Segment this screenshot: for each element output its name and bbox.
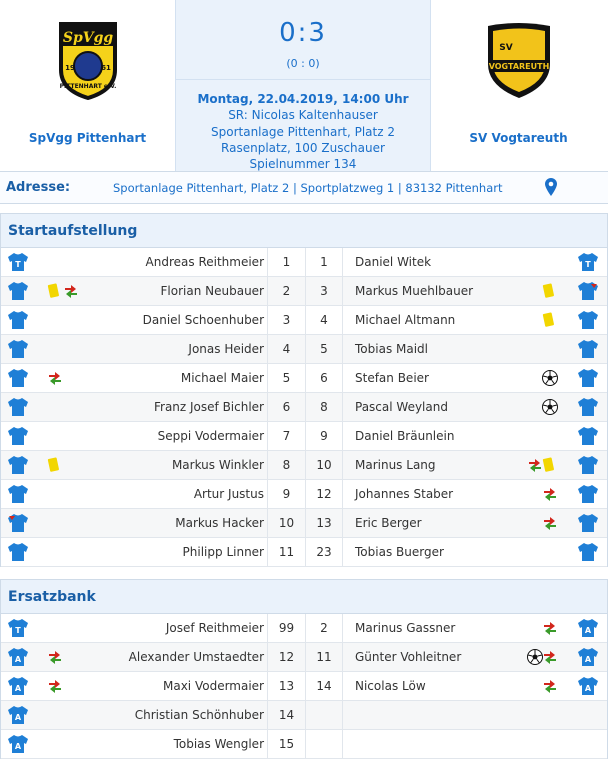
jersey-icon (577, 455, 599, 475)
substitution-icon (542, 620, 558, 636)
svg-text:A: A (14, 684, 22, 693)
jersey-icon (7, 310, 29, 330)
section-header (1, 213, 607, 248)
halftime-score: (0 : 0) (286, 57, 320, 70)
away-player-number: 2 (305, 614, 343, 642)
home-team[interactable] (0, 0, 175, 171)
substitution-icon (542, 486, 558, 502)
away-player-name[interactable]: Pascal Weyland (355, 400, 448, 414)
svg-text:A: A (14, 655, 22, 664)
jersey-icon (577, 397, 599, 417)
away-player-number: 23 (305, 538, 343, 566)
substitution-icon (542, 678, 558, 694)
player-row (1, 422, 607, 451)
venue: Sportanlage Pittenhart, Platz 2 (211, 124, 395, 139)
svg-text:PITTENHART e.V.: PITTENHART e.V. (59, 83, 116, 90)
bench-section (0, 579, 608, 759)
player-row (1, 509, 607, 538)
jersey-icon (7, 647, 29, 667)
address-bar (0, 171, 608, 204)
home-player-name[interactable]: Florian Neubauer (160, 284, 264, 298)
starting-lineup-section (0, 213, 608, 567)
home-player-name[interactable]: Philipp Linner (182, 545, 264, 559)
away-player-number (305, 701, 343, 729)
yellow-card-icon (542, 283, 556, 299)
jersey-icon (577, 426, 599, 446)
jersey-icon (7, 542, 29, 562)
substitution-icon (47, 370, 63, 386)
player-row (1, 643, 607, 672)
away-player-name[interactable]: Eric Berger (355, 516, 422, 530)
player-row (1, 538, 607, 567)
jersey-icon (7, 368, 29, 388)
svg-text:A: A (584, 655, 592, 664)
player-row (1, 614, 607, 643)
away-player-number: 14 (305, 672, 343, 700)
away-player-number: 1 (305, 248, 343, 276)
away-player-number: 6 (305, 364, 343, 392)
home-player-name[interactable]: Franz Josef Bichler (153, 400, 264, 414)
lineup-table (1, 248, 607, 567)
jersey-icon (7, 676, 29, 696)
home-player-number: 99 (267, 614, 305, 642)
svg-text:A: A (584, 684, 592, 693)
away-player-number: 5 (305, 335, 343, 363)
away-player-name[interactable]: Stefan Beier (355, 371, 429, 385)
soccer-ball-icon (542, 399, 558, 415)
section-title: Startaufstellung (8, 223, 138, 239)
jersey-icon (577, 368, 599, 388)
home-player-name[interactable]: Josef Reithmeier (165, 621, 264, 635)
jersey-icon (577, 513, 599, 533)
away-team[interactable] (431, 0, 606, 171)
svg-text:A: A (584, 626, 592, 635)
away-player-name[interactable]: Marinus Lang (355, 458, 436, 472)
surface-attendance: Rasenplatz, 100 Zuschauer (221, 140, 385, 155)
home-player-name[interactable]: Maxi Vodermaier (163, 679, 264, 693)
away-player-number (305, 730, 343, 758)
home-player-name[interactable]: Artur Justus (193, 487, 264, 501)
section-title: Ersatzbank (8, 589, 96, 605)
home-player-number: 10 (267, 509, 305, 537)
player-row (1, 701, 607, 730)
home-player-number: 6 (267, 393, 305, 421)
svg-text:A: A (14, 713, 22, 722)
jersey-icon (577, 281, 599, 301)
svg-text:SV: SV (498, 43, 513, 53)
jersey-icon (577, 252, 599, 272)
jersey-icon (7, 426, 29, 446)
yellow-card-icon (47, 283, 61, 299)
svg-text:T: T (15, 260, 21, 269)
away-player-name[interactable]: Günter Vohleitner (355, 650, 462, 664)
jersey-icon (7, 397, 29, 417)
map-pin-icon[interactable] (545, 178, 557, 196)
jersey-icon (7, 252, 29, 272)
address-link[interactable]: Sportanlage Pittenhart, Platz 2 | Sportplatzweg 1 | 83132 Pittenhart (113, 181, 503, 195)
away-player-number: 11 (305, 643, 343, 671)
away-player-name[interactable]: Daniel Witek (355, 255, 432, 269)
jersey-icon (7, 281, 29, 301)
home-player-name[interactable]: Jonas Heider (188, 342, 264, 356)
home-player-number: 8 (267, 451, 305, 479)
home-player-number: 3 (267, 306, 305, 334)
away-player-name[interactable]: Daniel Bräunlein (355, 429, 455, 443)
away-player-number: 3 (305, 277, 343, 305)
home-player-number: 11 (267, 538, 305, 566)
substitution-icon (63, 283, 79, 299)
away-player-name[interactable]: Tobias Maidl (355, 342, 428, 356)
svg-text:T: T (585, 260, 591, 269)
substitution-icon (47, 649, 63, 665)
jersey-icon (577, 310, 599, 330)
home-player-number: 12 (267, 643, 305, 671)
jersey-icon (577, 618, 599, 638)
home-player-name[interactable]: Markus Hacker (175, 516, 264, 530)
yellow-card-icon (542, 457, 556, 473)
jersey-icon (7, 513, 29, 533)
home-player-name[interactable]: Christian Schönhuber (134, 708, 264, 722)
home-player-number: 9 (267, 480, 305, 508)
player-row (1, 730, 607, 759)
away-player-number: 12 (305, 480, 343, 508)
referee: SR: Nicolas Kaltenhauser (228, 108, 378, 123)
bench-table (1, 614, 607, 759)
home-player-name[interactable]: Andreas Reithmeier (145, 255, 264, 269)
svg-text:19: 19 (64, 64, 75, 72)
away-player-number: 9 (305, 422, 343, 450)
address-label: Adresse: (6, 180, 71, 195)
home-player-number: 5 (267, 364, 305, 392)
svg-text:SpVgg: SpVgg (62, 30, 113, 46)
home-player-number: 7 (267, 422, 305, 450)
svg-text:VOGTAREUTH: VOGTAREUTH (488, 62, 549, 71)
home-player-number: 1 (267, 248, 305, 276)
yellow-card-icon (47, 457, 61, 473)
match-header (0, 0, 608, 171)
player-row (1, 364, 607, 393)
svg-text:A: A (14, 742, 22, 751)
match-date: Montag, 22.04.2019, 14:00 Uhr (197, 92, 409, 106)
away-player-name[interactable]: Markus Muehlbauer (355, 284, 474, 298)
home-player-name[interactable]: Michael Maier (180, 371, 264, 385)
jersey-icon (577, 676, 599, 696)
home-player-name[interactable]: Daniel Schoenhuber (142, 313, 264, 327)
home-player-number: 4 (267, 335, 305, 363)
jersey-icon (7, 339, 29, 359)
away-player-number: 8 (305, 393, 343, 421)
home-crest-icon (57, 20, 119, 100)
substitution-icon (542, 649, 558, 665)
jersey-icon (577, 542, 599, 562)
home-player-number: 14 (267, 701, 305, 729)
away-player-name[interactable]: Nicolas Löw (355, 679, 426, 693)
player-row (1, 393, 607, 422)
jersey-icon (7, 484, 29, 504)
player-row (1, 277, 607, 306)
away-player-name[interactable]: Marinus Gassner (355, 621, 456, 635)
away-team-name[interactable]: SV Vogtareuth (469, 131, 568, 145)
match-number: Spielnummer 134 (249, 157, 357, 172)
away-player-name[interactable]: Tobias Buerger (355, 545, 444, 559)
final-score: 0:3 (279, 18, 327, 48)
player-row (1, 248, 607, 277)
divider (176, 79, 430, 80)
match-center-panel (175, 0, 431, 171)
match-info (176, 91, 430, 172)
jersey-icon (7, 455, 29, 475)
substitution-icon (542, 515, 558, 531)
yellow-card-icon (542, 312, 556, 328)
home-player-name[interactable]: Seppi Vodermaier (157, 429, 264, 443)
away-player-number: 4 (305, 306, 343, 334)
soccer-ball-icon (527, 649, 543, 665)
substitution-icon (47, 678, 63, 694)
soccer-ball-icon (542, 370, 558, 386)
jersey-icon (7, 618, 29, 638)
jersey-icon (7, 734, 29, 754)
svg-text:T: T (15, 626, 21, 635)
away-player-number: 13 (305, 509, 343, 537)
player-row (1, 672, 607, 701)
home-player-number: 13 (267, 672, 305, 700)
jersey-icon (577, 484, 599, 504)
home-team-name[interactable]: SpVgg Pittenhart (28, 131, 147, 145)
player-row (1, 335, 607, 364)
away-player-number: 10 (305, 451, 343, 479)
svg-text:61: 61 (100, 64, 111, 72)
section-header (1, 579, 607, 614)
player-row (1, 306, 607, 335)
home-player-name[interactable]: Tobias Wengler (173, 737, 264, 751)
home-player-number: 15 (267, 730, 305, 758)
jersey-icon (577, 647, 599, 667)
home-player-name[interactable]: Markus Winkler (171, 458, 264, 472)
player-row (1, 480, 607, 509)
away-player-name[interactable]: Michael Altmann (355, 313, 456, 327)
away-crest-icon (484, 20, 554, 100)
home-player-number: 2 (267, 277, 305, 305)
away-player-name[interactable]: Johannes Staber (355, 487, 454, 501)
jersey-icon (577, 339, 599, 359)
home-player-name[interactable]: Alexander Umstaedter (128, 650, 264, 664)
player-row (1, 451, 607, 480)
substitution-icon (527, 457, 543, 473)
jersey-icon (7, 705, 29, 725)
